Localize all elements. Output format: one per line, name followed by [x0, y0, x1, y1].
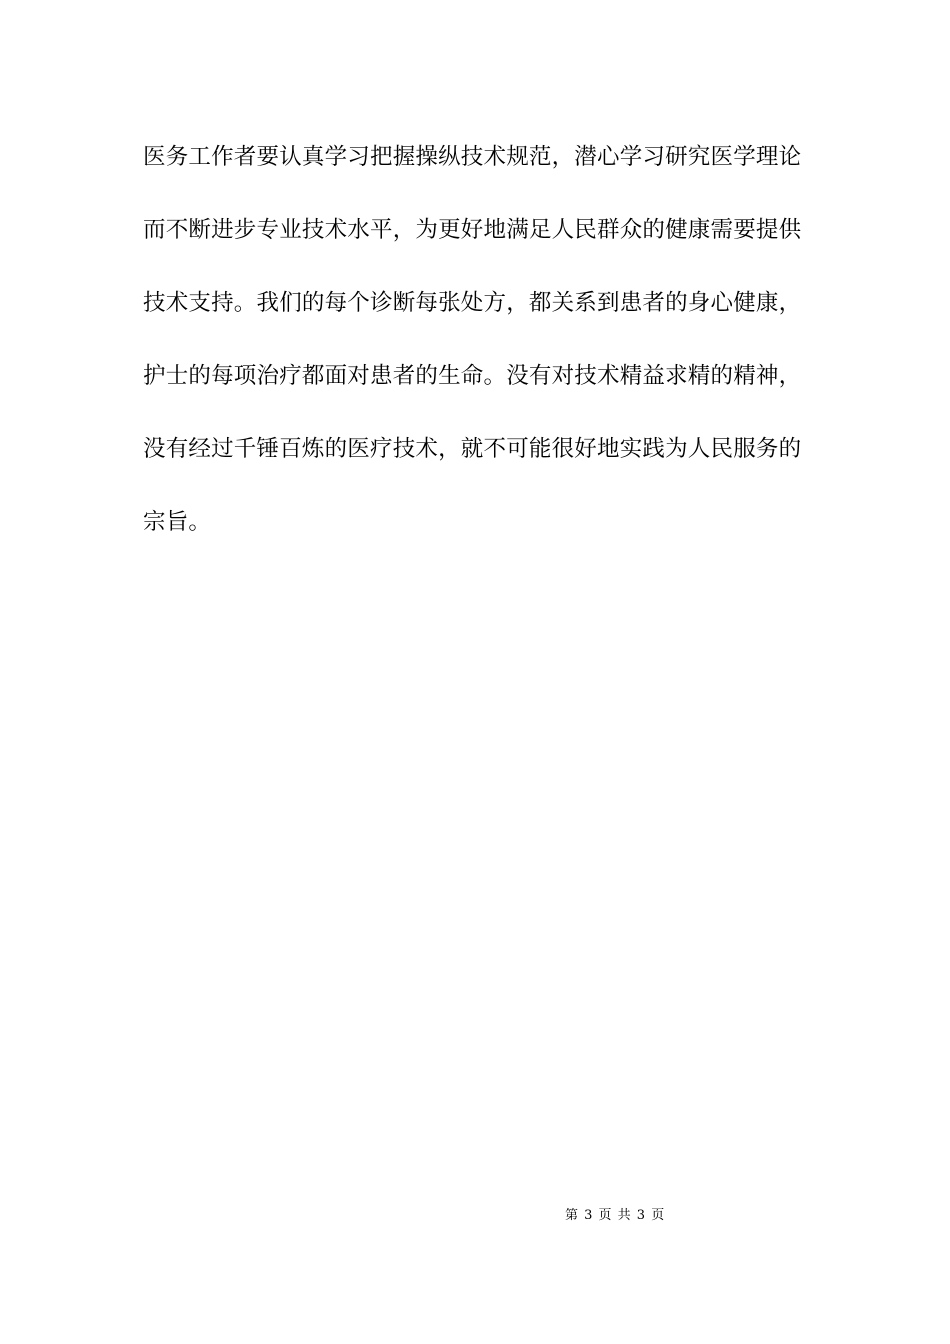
paragraph-line: 而不断进步专业技术水平，为更好地满足人民群众的健康需要提供: [143, 217, 802, 243]
page-number-footer: 第 3 页 共 3 页: [565, 1208, 666, 1223]
paragraph-line: 护士的每项治疗都面对患者的生命。没有对技术精益求精的精神，: [143, 363, 802, 389]
paragraph-line: 没有经过千锤百炼的医疗技术，就不可能很好地实践为人民服务的: [143, 436, 802, 462]
paragraph-line: 技术支持。我们的每个诊断每张处方，都关系到患者的身心健康，: [143, 290, 802, 316]
paragraph-line: 医务工作者要认真学习把握操纵技术规范，潜心学习研究医学理论: [143, 144, 802, 170]
paragraph-line: 宗旨。: [143, 509, 212, 535]
